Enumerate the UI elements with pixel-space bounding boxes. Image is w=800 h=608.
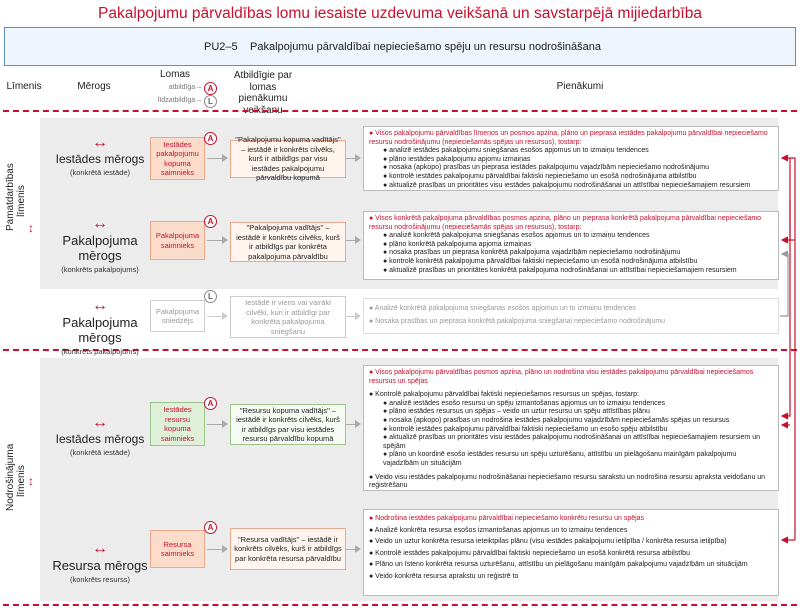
arrow-right-icon — [355, 420, 361, 428]
duty-item: ● plāno iestādes resursus un spējas – veido un uztur resursu un spēju attīstības plānu — [383, 408, 650, 416]
responsible-badge-icon: A — [204, 132, 217, 145]
arrow-right-icon — [355, 154, 361, 162]
responsible-box: "Resursa vadītājs" – iestādē ir konkrēts cilvēks, kurš ir atbildīgs par konkrēta resursa pārvaldību — [230, 528, 346, 570]
duty-item: ● plāno konkrētā pakalpojuma apjoma izmaiņas — [383, 240, 532, 248]
role-box: Resursa saimnieks — [150, 530, 205, 568]
responsible-badge-icon: A — [204, 215, 217, 228]
duty-item: ● nosaka (apkopo) prasības un pieprasa iestādes pakalpojumu vajadzībām nepieciešamo nodrošinājumu — [383, 164, 710, 172]
scale-subtitle: (konkrēts pakalpojums) — [61, 265, 139, 274]
connector-line — [207, 158, 222, 159]
duty-item: ● Analizē konkrētā pakalpojuma sniegšanas esošos apjomus un to izmaiņu tendences — [369, 305, 636, 312]
connector-path — [782, 158, 795, 540]
updown-arrow-icon: ↕ — [28, 221, 34, 235]
arrow-right-icon — [222, 312, 228, 320]
connector-line — [346, 549, 355, 550]
scale-subtitle: (konkrēts resurss) — [69, 575, 130, 584]
duties-box — [363, 126, 779, 191]
role-box: Iestādes resursu kopuma saimnieks — [150, 402, 205, 446]
duty-item: ● Veido visu iestādes pakalpojumu nodrošināšanai nepieciešamo resursu sarakstu un nodrošina resursu apraksta veidošanu un reģistrēšanu — [369, 473, 766, 490]
scale-cell — [50, 414, 150, 457]
bidirectional-arrow-icon: ↔ — [92, 215, 108, 232]
duty-item: ● analizē iestādes esošo resursu un spēju izmantošanas apjomus un to izmaiņu tendences — [383, 399, 666, 407]
interaction-connectors — [760, 120, 800, 600]
responsible-badge-icon: A — [204, 397, 217, 410]
duty-lead: ● Visos pakalpojumu pārvaldības posmos apzina, plāno un nodrošina visu iestādes pakalpojumu pārvaldībai nepieciešamos resursus un spējas — [369, 369, 754, 385]
responsible-box: "Pakalpojuma vadītājs" – iestādē ir konkrēts cilvēks, kurš ir atbildīgs par konkrēta pakalpojuma pārvaldību — [230, 222, 346, 262]
scale-name: Pakalpojuma mērogs — [62, 233, 138, 263]
connector-path — [780, 254, 788, 316]
connector-line — [207, 549, 222, 550]
duty-item: ● Veido un uztur konkrēta resursa ieteiktpilas plānu (visu iestādes pakalpojumu ietiļpība / konkrēta resursa ietiļpība) — [369, 538, 727, 546]
responsible-box: Iestādē ir viens vai vairāki cilvēki, kuri ir atbildīgi par konkrēta pakalpojuma sniegšanu — [230, 296, 346, 338]
duty-lead: ● Visos konkrētā pakalpojuma pārvaldības posmos apzina, plāno un pieprasa konkrētā pakalpojuma pārvaldībai nepieciešamo resursu nodrošinājumu (nepieciešamās spējas un resursus), tostarp: — [369, 215, 762, 231]
responsible-badge-icon: A — [204, 82, 217, 95]
connector-line — [207, 240, 222, 241]
arrow-right-icon — [355, 312, 361, 320]
duty-item: ● analizē konkrētā pakalpojuma sniegšanas esošos apjomus un to izmaiņu tendences — [383, 232, 650, 240]
role-box: Iestādes pakalpojumu kopuma saimnieks — [150, 137, 205, 180]
connector-line — [207, 316, 222, 317]
duty-item: ● kontrolē iestādes pakalpojumu pārvaldībai faktiski nepieciešamo un esošo spēju atbilstību — [383, 425, 668, 433]
scale-name: Iestādes mērogs — [55, 432, 145, 446]
duties-box — [363, 211, 779, 280]
coresponsible-badge-icon: L — [204, 95, 217, 108]
header-roles-a: atbildīga – — [168, 84, 201, 91]
connector-path — [782, 158, 790, 416]
connector-line — [346, 316, 355, 317]
duties-box — [363, 509, 779, 596]
section-divider — [3, 110, 797, 112]
responsible-box: "Resursu kopuma vadītājs" – iestādē ir konkrēts cilvēks, kurš ir atbildīgs par visu iestādes resursu pārvaldību kopumā — [230, 404, 346, 445]
duty-item: ● Kontrolē iestādes pakalpojumu pārvaldībai faktiski nepieciešamo un esošā konkrētā resursa atbilstību — [369, 549, 690, 557]
level-support-label: Nodrošinājuma līmenis — [5, 443, 27, 511]
scale-cell — [50, 134, 150, 177]
connector-line — [207, 424, 222, 425]
scale-name: Pakalpojuma mērogs — [62, 315, 138, 345]
section-divider — [3, 604, 797, 606]
arrow-right-icon — [222, 236, 228, 244]
duty-item: ● plāno un koordinē esošo iestādes resursu un spēju uzturēšanu, attīstību un pielāgošanu mainīgām pakalpojumu vajadzībām un situācijām — [383, 451, 737, 467]
duty-item: ● Analizē konkrēta resursa esošos izmantošanas apjomus un to izmaiņu tendences — [369, 526, 628, 534]
role-box: Pakalpojuma saimnieks — [150, 221, 205, 260]
header-duties: Pienākumi — [556, 81, 604, 92]
duty-item: ● nosaka prasības un pieprasa konkrētā pakalpojuma vajadzībām nepieciešamo nodrošinājumu — [383, 249, 681, 257]
arrow-right-icon — [222, 545, 228, 553]
duty-lead: ● Visos pakalpojumu pārvaldības līmeņos un posmos apzina, plāno un pieprasa iestādes pakalpojumu pārvaldībai nepieciešamo resursu nodrošinājumu (nepieciešamās spējas un resursus), tostarp: — [369, 130, 768, 146]
role-box: Pakalpojuma sniedzējs — [150, 300, 205, 332]
duty-lead: ● Nodrošina iestādes pakalpojumu pārvaldībai nepieciešamo konkrētu resursu un spējas — [369, 515, 645, 522]
duty-item: ● Nosaka prasības un pieprasa konkrētā pakalpojuma sniegšanai nepieciešamo nodrošinājumu — [369, 317, 666, 325]
duty-item: ● analizē iestādes pakalpojumu sniegšanas esošos apjomus un to izmaiņu tendences — [383, 147, 649, 155]
bidirectional-arrow-icon: ↔ — [92, 540, 108, 557]
scale-name: Resursa mērogs — [52, 558, 148, 573]
diagram-title: Pakalpojumu pārvaldības lomu iesaiste uzdevuma veikšanā un savstarpējā mijiedarbība — [98, 5, 702, 22]
header-level: Līmenis — [6, 81, 42, 92]
connector-line — [346, 240, 355, 241]
duty-item: ● aktualizē prasības un prioritātes visu iestādes pakalpojumu nodrošināšanai un attīstībai nepieciešamajiem resursiem un spējām — [383, 434, 760, 450]
duty-item: ● Plāno un īsteno konkrēta resursa uzturēšanu, attīstību un pielāgošanu mainīgām pakalpojumu vajadzībām un situācijām — [369, 561, 748, 569]
duty-item: ● kontrolē iestādes pakalpojumu pārvaldībai faktiski nepieciešamo un esošā nodrošinājuma atbilstību — [383, 172, 697, 180]
scale-subtitle: (konkrēts pakalpojums) — [61, 347, 139, 356]
level-core-label: Pamatdarbības līmenis — [5, 163, 27, 231]
connector-line — [346, 158, 355, 159]
scale-subtitle: (konkrētā iestāde) — [69, 168, 131, 177]
header-roles-l: līdzatbildīga – — [157, 97, 201, 104]
arrow-right-icon — [355, 545, 361, 553]
bidirectional-arrow-icon: ↔ — [92, 414, 108, 431]
header-roles: Lomas — [159, 69, 190, 80]
arrow-right-icon — [355, 236, 361, 244]
scale-subtitle: (konkrētā iestāde) — [69, 448, 131, 457]
header-scale: Mērogs — [77, 81, 111, 92]
duty-item: ● kontrolē konkrētā pakalpojuma pārvaldībai faktiski nepieciešamo un esošā nodrošinājuma atbilstību — [383, 257, 698, 265]
connector-line — [346, 424, 355, 425]
process-title: Pakalpojumu pārvaldībai nepieciešamo spēju un resursu nodrošināšana — [250, 41, 601, 53]
arrow-right-icon — [222, 420, 228, 428]
duties-box — [363, 298, 779, 334]
scale-cell — [45, 540, 155, 584]
arrow-right-icon — [222, 154, 228, 162]
duty-item: ● nosaka (apkopo) prasības un nodrošina iestādes pakalpojumu vajadzībām nepieciešamās spējas un resursus — [383, 416, 730, 424]
duty-item: ● aktualizē prasības un prioritātes konkrētā pakalpojuma nodrošināšanai un attīstībai nepieciešamajiem resursiem — [383, 266, 737, 274]
duty-item: ● plāno iestādes pakalpojumu apjomu izmaiņas — [383, 155, 531, 163]
duty-item: ● aktualizē prasības un prioritātes visu iestādes pakalpojumu nodrošināšanai un attīstībai nepieciešamajiem resursiem — [383, 181, 751, 189]
process-code: PU2–5 — [204, 41, 238, 53]
updown-arrow-icon: ↕ — [28, 474, 34, 488]
bidirectional-arrow-icon: ↔ — [92, 297, 108, 314]
duties-box — [363, 365, 779, 491]
scale-cell — [45, 215, 155, 274]
duty-item: ● Veido konkrēta resursa aprakstu un reģistrē to — [369, 572, 519, 580]
bidirectional-arrow-icon: ↔ — [92, 134, 108, 151]
responsible-box: "Pakalpojumu kopuma vadītājs" – iestādē ir konkrēts cilvēks, kurš ir atbildīgs par visu iestādes pakalpojumu pārvaldību kopumā — [230, 140, 346, 178]
coresponsible-badge-icon: L — [204, 290, 217, 303]
scale-cell — [45, 297, 155, 356]
scale-name: Iestādes mērogs — [55, 152, 145, 166]
header-responsible: Atbildīgie par lomas pienākumu veikšanu — [233, 70, 293, 116]
responsible-badge-icon: A — [204, 521, 217, 534]
duty-control: ● Kontrolē pakalpojumu pārvaldībai faktiski nepieciešamos resursus un spējas, tostarp: — [369, 391, 639, 399]
